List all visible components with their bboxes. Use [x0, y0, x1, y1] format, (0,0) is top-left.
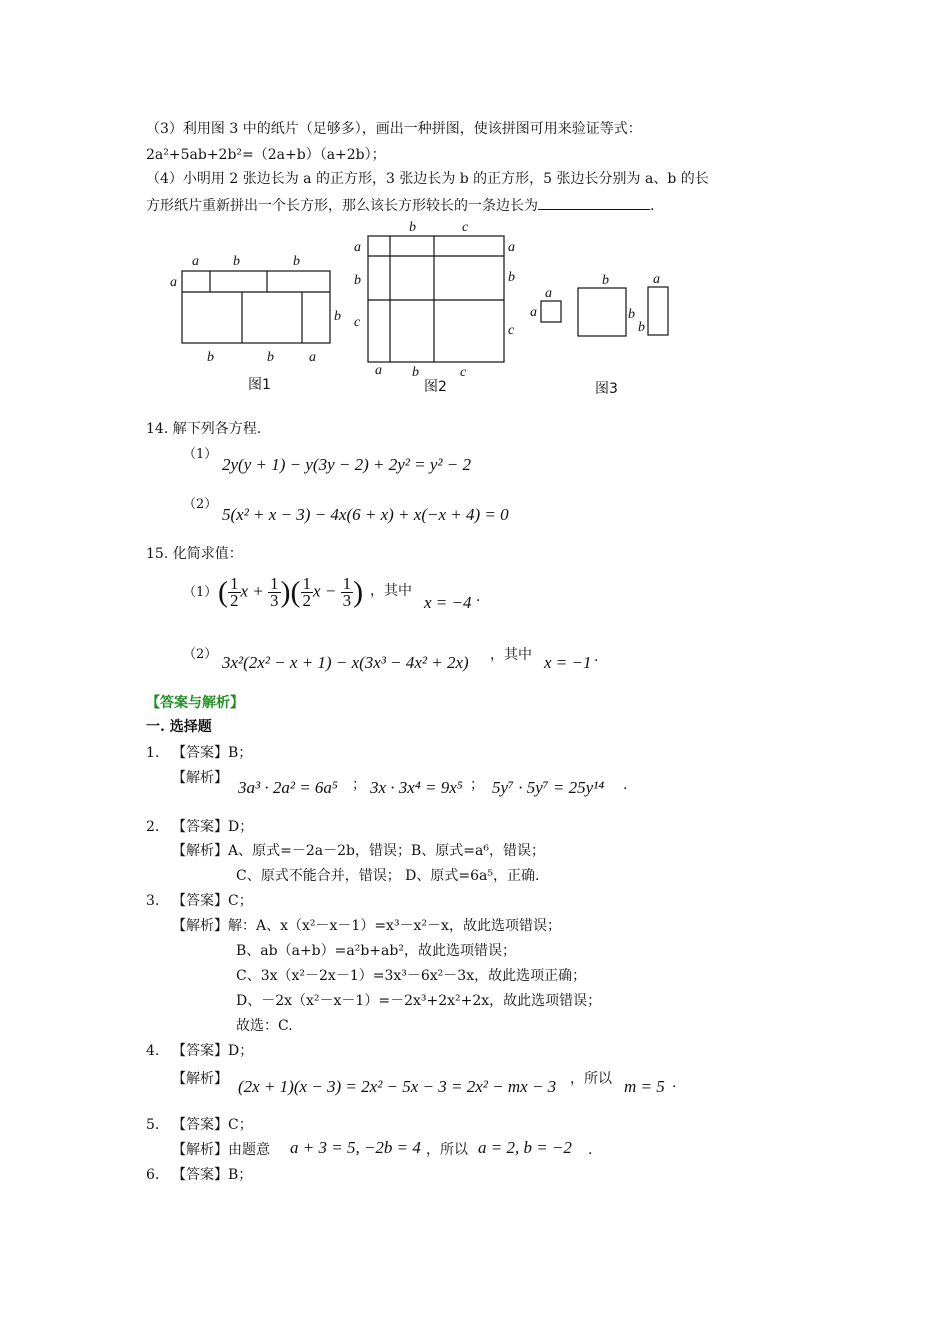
fig1-label-a-bottom: a: [309, 350, 316, 365]
fig2-label-c-top: c: [462, 220, 469, 235]
fig1-caption: 图1: [248, 377, 271, 393]
fig1-label-a-top: a: [192, 254, 199, 269]
q15-part1-expression: ( $\frac{1}{2}$ x + $\frac{1}{3}$ )( $\frac{1}{2}$ x − $\frac{1}{3}$ ): [218, 574, 364, 610]
fig2-label-b-bottom: b: [412, 365, 419, 380]
answer-3-line: 【答案】C；: [172, 893, 253, 909]
fig1-label-b-right: b: [334, 309, 341, 324]
fig2-label-b-top: b: [409, 220, 416, 235]
answer-1-line: 【答案】B；: [172, 745, 253, 761]
fig2-label-c-right: c: [508, 323, 515, 338]
q13-part3-line2: 2a²+5ab+2b²=（2a+b）（a+2b）；: [146, 147, 386, 163]
q15-part1-label: （1）: [183, 585, 218, 600]
q14-part2-label: （2）: [183, 497, 218, 512]
answer-1-expr1: 3a³ · 2a² = 6a⁵: [238, 778, 338, 797]
fig3-label-a-top: a: [545, 286, 552, 301]
fig3-label-b-rect: b: [638, 320, 645, 335]
answer-6-line: 【答案】B；: [172, 1167, 253, 1183]
q13-part4-line2: 方形纸片重新拼出一个长方形，那么该长方形较长的一条边长为 .: [146, 198, 655, 214]
fig2-label-c-left: c: [354, 315, 361, 330]
q14-part1-label: （1）: [183, 447, 218, 462]
figure-1: [166, 248, 350, 398]
answer-2-analysis-line2: C、原式不能合并，错误； D、原式=6a⁵，正确.: [236, 868, 540, 884]
answer-4-line: 【答案】D；: [172, 1043, 254, 1059]
q13-part4-line1: （4）小明用 2 张边长为 a 的正方形，3 张边长为 b 的正方形，5 张边长分别为 a、b 的长: [146, 171, 709, 187]
fig1-label-b-top2: b: [293, 254, 300, 269]
q15-part2-label: （2）: [183, 647, 218, 662]
answer-5-number: 5.: [146, 1117, 160, 1133]
fig1-label-b-bottom2: b: [267, 350, 274, 365]
fig1-label-b-bottom1: b: [207, 350, 214, 365]
answer-2-number: 2.: [146, 819, 160, 835]
fig1-label-b-top1: b: [233, 254, 240, 269]
fig2-caption: 图2: [424, 379, 447, 395]
answer-5-result: a = 2, b = −2: [478, 1138, 572, 1157]
q15-part1-condition: x = −4: [424, 593, 472, 612]
answer-4-so: ，所以: [570, 1071, 612, 1087]
answer-1-number: 1.: [146, 745, 160, 761]
q15-part2-expression: 3x²(2x² − x + 1) − x(3x³ − 4x² + 2x): [222, 653, 469, 672]
answer-3-analysis-line5: 故选：C.: [236, 1018, 293, 1034]
answer-2-line: 【答案】D；: [172, 819, 254, 835]
fig2-label-a-left: a: [354, 240, 361, 255]
fig3-label-b-top: b: [602, 273, 609, 288]
answer-4-analysis-tag: 【解析】: [172, 1071, 228, 1087]
fig2-label-b-left: b: [354, 273, 361, 288]
answer-4-number: 4.: [146, 1043, 160, 1059]
answer-5-line: 【答案】C；: [172, 1117, 253, 1133]
q14-title: 14. 解下列各方程.: [146, 421, 262, 437]
answer-4-equation: (2x + 1)(x − 3) = 2x² − 5x − 3 = 2x² − mx − 3: [238, 1077, 557, 1096]
fig3-label-a-left: a: [530, 305, 537, 320]
fig2-label-a-right: a: [508, 240, 515, 255]
q13-part3-line1: （3）利用图 3 中的纸片（足够多），画出一种拼图，使该拼图可用来验证等式：: [146, 121, 642, 137]
q15-part1-where: ，其中: [370, 583, 412, 599]
fig1-label-a-left: a: [170, 275, 177, 290]
fig2-label-c-bottom: c: [460, 365, 467, 380]
answer-2-analysis-line1: 【解析】A、原式=－2a－2b，错误；B、原式=a⁶，错误；: [172, 843, 545, 859]
figure-3: [526, 266, 676, 398]
answer-4-result: m = 5: [624, 1077, 665, 1096]
answer-1-expr2: 3x · 3x⁴ = 9x⁵: [370, 778, 463, 797]
answer-blank[interactable]: [538, 196, 650, 210]
fig3-label-b-right: b: [628, 307, 635, 322]
answer-3-analysis-line4: D、－2x（x²－x－1）=－2x³+2x²+2x，故此选项错误；: [236, 993, 602, 1009]
fig3-label-a-rect: a: [653, 272, 660, 287]
answer-3-analysis-line2: B、ab（a+b）=a²b+ab²，故此选项错误；: [236, 943, 516, 959]
q14-part2-equation: 5(x² + x − 3) − 4x(6 + x) + x(−x + 4) = 0: [222, 505, 509, 524]
q15-part2-condition: x = −1: [544, 653, 592, 672]
answer-1-analysis-tag: 【解析】: [172, 770, 228, 786]
answer-5-equation: a + 3 = 5, −2b = 4: [290, 1138, 421, 1157]
answer-6-number: 6.: [146, 1167, 160, 1183]
q15-title: 15. 化简求值：: [146, 546, 243, 562]
answer-5-analysis-prefix: 【解析】由题意: [172, 1142, 270, 1158]
fig3-caption: 图3: [595, 381, 618, 397]
answers-header: 【答案与解析】: [146, 695, 244, 711]
q15-part2-where: ，其中: [490, 647, 532, 663]
answer-3-analysis-line3: C、3x（x²－2x－1）=3x³－6x²－3x，故此选项正确；: [236, 968, 587, 984]
fig2-label-a-bottom: a: [375, 363, 382, 378]
answer-3-number: 3.: [146, 893, 160, 909]
answer-3-analysis-line1: 【解析】解：A、x（x²－x－1）=x³－x²－x，故此选项错误；: [172, 918, 561, 934]
figure-2: [350, 218, 530, 398]
answer-1-expr3: 5y⁷ · 5y⁷ = 25y¹⁴: [492, 778, 605, 797]
section-title: 一. 选择题: [146, 719, 212, 735]
fig2-label-b-right: b: [508, 270, 515, 285]
answer-5-so: ，所以: [426, 1142, 468, 1158]
q14-part1-equation: 2y(y + 1) − y(3y − 2) + 2y² = y² − 2: [222, 455, 471, 474]
